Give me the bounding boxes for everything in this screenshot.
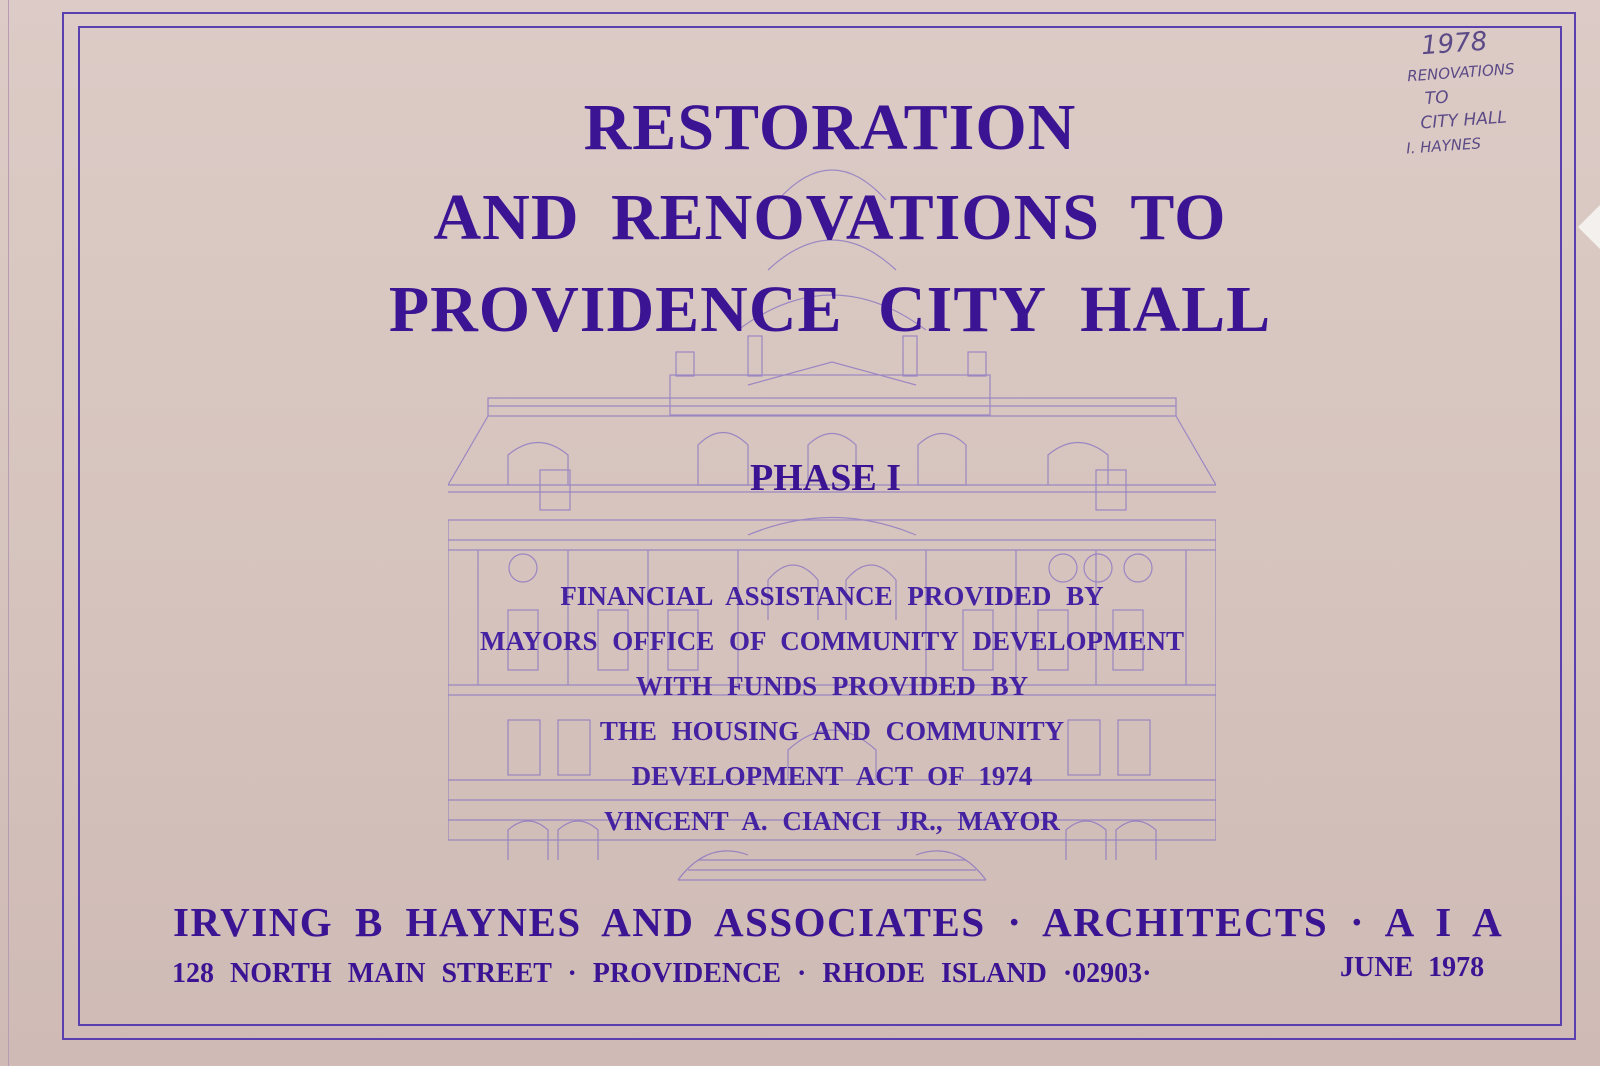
note-year: 1978 [1420,26,1489,62]
paper-fold-edge [0,0,9,1066]
credit-line: VINCENT A. CIANCI JR., MAYOR [604,806,1060,836]
architect-firm-name: IRVING B HAYNES AND ASSOCIATES · ARCHITECTS · A I A [173,899,1504,945]
credit-line: FINANCIAL ASSISTANCE PROVIDED BY [560,581,1104,611]
credit-line: WITH FUNDS PROVIDED BY [635,671,1029,701]
note-line: TO [1424,87,1450,110]
credit-line: DEVELOPMENT ACT OF 1974 [631,761,1033,791]
funding-credits [448,574,1216,844]
note-line: I. HAYNES [1405,134,1482,158]
title-line-3: PROVIDENCE CITY HALL [388,273,1272,346]
handwritten-note [1405,20,1569,160]
phase-label: PHASE I [750,457,901,499]
firm-address: 128 NORTH MAIN STREET · PROVIDENCE · RHODE ISLAND ·02903· [172,958,1152,989]
note-line: CITY HALL [1419,107,1508,134]
title-line-1: RESTORATION [583,91,1077,164]
title-line-2: AND RENOVATIONS TO [433,181,1227,254]
credit-line: THE HOUSING AND COMMUNITY [599,716,1065,746]
credit-line: MAYORS OFFICE OF COMMUNITY DEVELOPMENT [479,626,1184,656]
drawing-date: JUNE 1978 [1340,952,1485,983]
note-line: RENOVATIONS [1406,59,1516,86]
